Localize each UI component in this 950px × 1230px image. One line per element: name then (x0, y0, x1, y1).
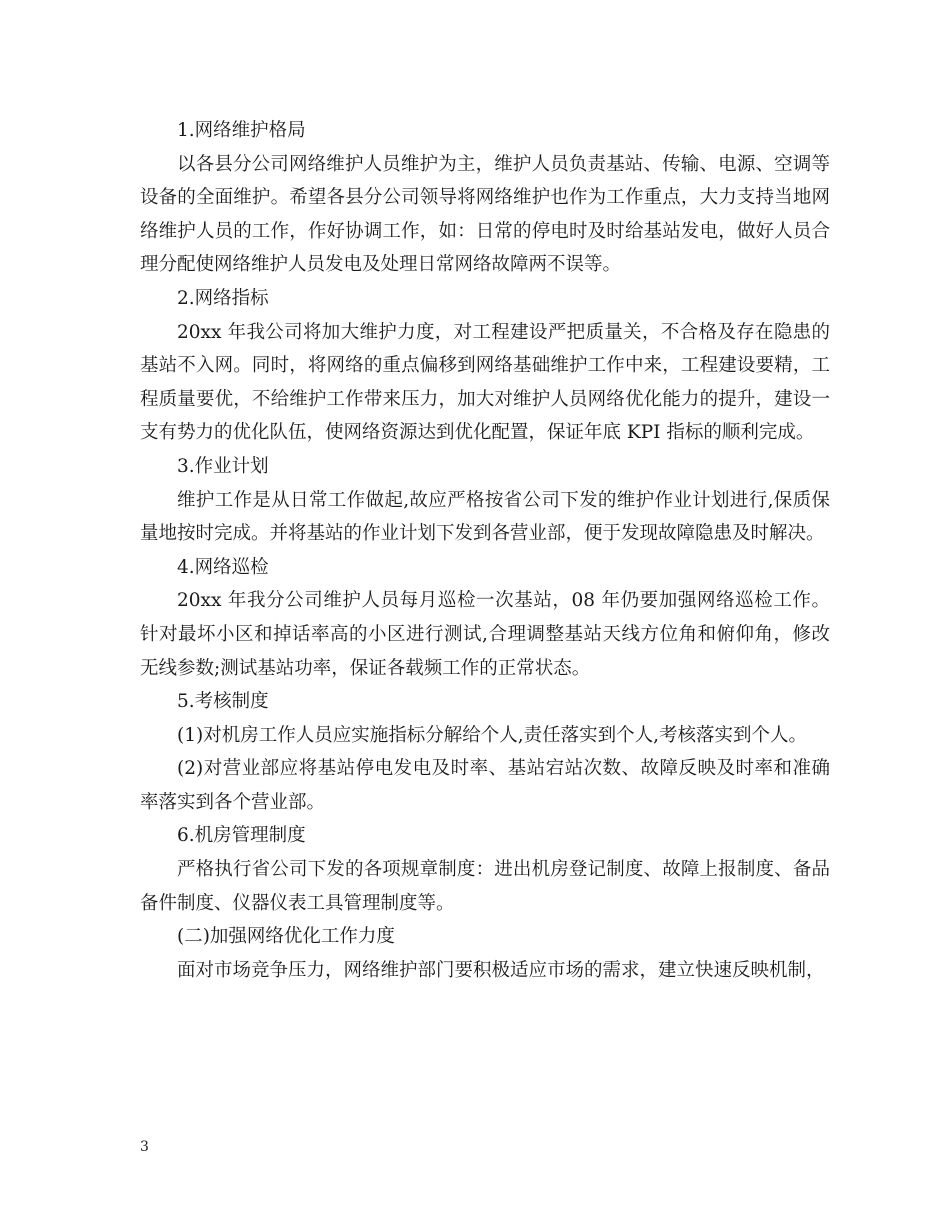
section-heading-network-maintenance-pattern: 1.网络维护格局 (177, 120, 306, 141)
paragraph-maintenance-pattern: 以各县分公司网络维护人员维护为主，维护人员负责基站、传输、电源、空调等设备的全面维护。希望各县分公司领导将网络维护也作为工作重点，大力支持当地网络维护人员的工作，作好协调工作，如：日常的停电时及时给基站发电，做好人员合理分配使网络维护人员发电及处理日常网络故障两不误等。 (140, 153, 830, 276)
section-heading-network-inspection: 4.网络巡检 (177, 556, 269, 578)
section-heading-machine-room-management: 6.机房管理制度 (177, 825, 306, 847)
list-item-assessment-1: (1)对机房工作人员应实施指标分解给个人,责任落实到个人,考核落实到个人。 (177, 724, 807, 746)
document-body (140, 114, 830, 987)
section-heading-work-plan: 3.作业计划 (177, 455, 269, 477)
section-heading-assessment-system: 5.考核制度 (177, 691, 269, 713)
page-number: 3 (140, 1139, 149, 1155)
paragraph-network-optimization: 面对市场竞争压力，网络维护部门要积极适应市场的需求，建立快速反映机制， (177, 959, 825, 981)
paragraph-machine-room-management: 严格执行省公司下发的各项规章制度：进出机房登记制度、故障上报制度、备品备件制度、仪器仪表工具管理制度等。 (140, 859, 830, 914)
paragraph-network-inspection: 20xx 年我分公司维护人员每月巡检一次基站，08 年仍要加强网络巡检工作。针对最坏小区和掉话率高的小区进行测试,合理调整基站天线方位角和俯仰角，修改无线参数;测试基站功率，保证各载频工作的正常状态。 (140, 590, 830, 679)
section-heading-network-optimization: (二)加强网络优化工作力度 (177, 926, 395, 948)
list-item-assessment-2: (2)对营业部应将基站停电发电及时率、基站宕站次数、故障反映及时率和准确率落实到各个营业部。 (140, 758, 830, 813)
paragraph-work-plan: 维护工作是从日常工作做起,故应严格按省公司下发的维护作业计划进行,保质保量地按时完成。并将基站的作业计划下发到各营业部，便于发现故障隐患及时解决。 (140, 489, 830, 545)
paragraph-network-indicators: 20xx 年我公司将加大维护力度，对工程建设严把质量关，不合格及存在隐患的基站不入网。同时，将网络的重点偏移到网络基础维护工作中来，工程建设要精，工程质量要优，不给维护工作带来压力，加大对维护人员网络优化能力的提升，建设一支有势力的优化队伍，使网络资源达到优化配置，保证年底 KPI 指标的顺利完成。 (140, 321, 830, 444)
section-heading-network-indicators: 2.网络指标 (177, 287, 269, 309)
